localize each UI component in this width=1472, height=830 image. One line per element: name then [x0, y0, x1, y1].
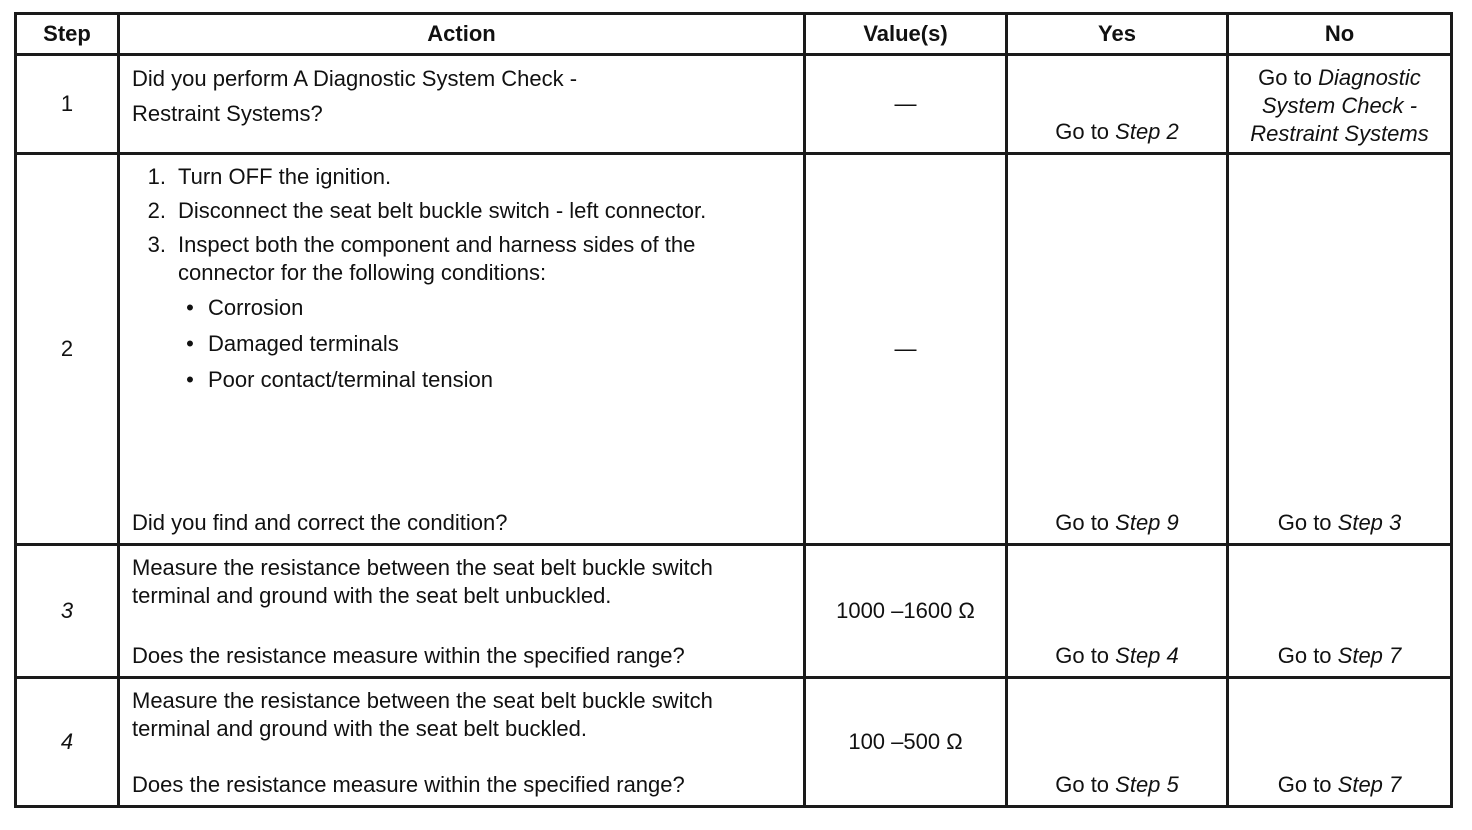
goto-target: Step 4: [1115, 643, 1179, 668]
yes-goto-link[interactable]: [1008, 642, 1226, 676]
goto-target: Step 7: [1337, 772, 1402, 797]
header-no: No: [1228, 14, 1452, 55]
question-text: Does the resistance measure within the specified range?: [132, 772, 685, 797]
action-text-line: Did you perform A Diagnostic System Check -: [132, 66, 578, 91]
goto-target: Step 5: [1115, 772, 1179, 797]
goto-target: System Check -: [1261, 93, 1418, 118]
no-goto-link[interactable]: [1229, 771, 1450, 805]
yes-cell: [1007, 545, 1228, 678]
conditions-list: [178, 293, 791, 395]
no-cell: [1228, 55, 1452, 154]
yes-cell: [1007, 154, 1228, 545]
goto-prefix: Go to: [1277, 510, 1338, 535]
goto-target: Diagnostic: [1318, 65, 1421, 90]
goto-prefix: Go to: [1258, 65, 1319, 90]
goto-prefix: Go to: [1055, 119, 1116, 144]
no-cell: [1228, 678, 1452, 807]
step-number: 3: [16, 545, 119, 678]
no-goto-link[interactable]: [1229, 642, 1450, 676]
action-cell: [119, 55, 805, 154]
goto-target: Step 3: [1337, 510, 1402, 535]
procedure-list: [132, 163, 791, 287]
header-action: Action: [119, 14, 805, 55]
value-cell: 100 –500 Ω: [805, 678, 1007, 807]
diagnostic-table: [14, 12, 1453, 808]
no-cell: [1228, 154, 1452, 545]
action-cell: [119, 154, 805, 545]
condition-item: • Corrosion: [186, 295, 304, 320]
yes-goto-link[interactable]: [1008, 118, 1226, 152]
yes-goto-link[interactable]: [1008, 771, 1226, 805]
header-values: Value(s): [805, 14, 1007, 55]
header-row: [16, 14, 1452, 55]
yes-cell: [1007, 55, 1228, 154]
goto-target: Restraint Systems: [1250, 121, 1429, 146]
table-row-step-2: [16, 154, 1452, 545]
value-cell: —: [805, 55, 1007, 154]
condition-item: • Poor contact/terminal tension: [186, 367, 493, 392]
no-cell: [1228, 545, 1452, 678]
step-number: 2: [16, 154, 119, 545]
condition-item: • Damaged terminals: [186, 331, 399, 356]
no-goto-link[interactable]: [1229, 509, 1450, 543]
goto-target: Step 9: [1115, 510, 1179, 535]
value-cell: —: [805, 154, 1007, 545]
table-row-step-3: [16, 545, 1452, 678]
table-row-step-4: [16, 678, 1452, 807]
goto-prefix: Go to: [1277, 772, 1338, 797]
header-yes: Yes: [1007, 14, 1228, 55]
action-cell: [119, 545, 805, 678]
goto-prefix: Go to: [1277, 643, 1338, 668]
action-cell: [119, 678, 805, 807]
yes-goto-link[interactable]: [1008, 509, 1226, 543]
question-text: Does the resistance measure within the specified range?: [132, 643, 685, 668]
step-number: 4: [16, 678, 119, 807]
procedure-item: 2. Disconnect the seat belt buckle switch - left connector.: [147, 198, 707, 223]
step-number: 1: [16, 55, 119, 154]
goto-prefix: Go to: [1055, 772, 1116, 797]
goto-target: Step 2: [1115, 119, 1179, 144]
action-text-line: Restraint Systems?: [132, 101, 323, 126]
question-text: Did you find and correct the condition?: [132, 510, 508, 535]
value-cell: 1000 –1600 Ω: [805, 545, 1007, 678]
no-goto-link[interactable]: [1229, 56, 1450, 148]
procedure-item: 1. Turn OFF the ignition.: [147, 164, 392, 189]
action-text: Measure the resistance between the seat belt buckle switch terminal and ground with the seat belt buckled.: [132, 688, 713, 741]
goto-prefix: Go to: [1055, 510, 1116, 535]
yes-cell: [1007, 678, 1228, 807]
action-text: Measure the resistance between the seat belt buckle switch terminal and ground with the seat belt unbuckled.: [132, 555, 713, 608]
table-row-step-1: [16, 55, 1452, 154]
header-step: Step: [16, 14, 119, 55]
goto-target: Step 7: [1337, 643, 1402, 668]
goto-prefix: Go to: [1055, 643, 1116, 668]
procedure-item: 3. Inspect both the component and harness sides of the connector for the following conditions:: [147, 232, 696, 285]
